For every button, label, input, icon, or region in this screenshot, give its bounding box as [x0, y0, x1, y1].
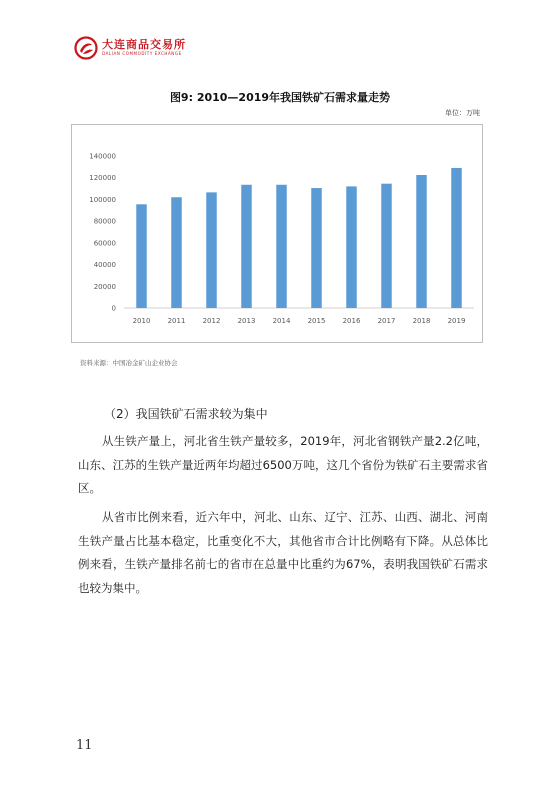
logo-chinese-name: 大连商品交易所 [102, 38, 186, 51]
x-tick-label: 2010 [132, 317, 151, 325]
exchange-logo [74, 36, 186, 60]
x-tick-label: 2013 [237, 317, 256, 325]
bar-2013 [241, 185, 252, 308]
page-number: 11 [76, 738, 93, 753]
x-tick-label: 2016 [342, 317, 361, 325]
bar-2012 [206, 192, 217, 308]
bar-2010 [136, 204, 147, 308]
y-tick-label: 120000 [89, 174, 116, 183]
figure-unit: 单位：万吨 [445, 109, 480, 117]
chart-container [71, 124, 483, 343]
exchange-logo-icon [74, 36, 98, 60]
figure-title: 图9: 2010—2019年我国铁矿石需求量走势 [169, 91, 391, 104]
x-tick-label: 2011 [167, 317, 186, 325]
bar-2015 [311, 188, 322, 308]
y-tick-label: 60000 [93, 239, 116, 248]
x-tick-label: 2014 [272, 317, 291, 325]
x-tick-label: 2012 [202, 317, 221, 325]
paragraph-1: 从生铁产量上，河北省生铁产量较多，2019年，河北省钢铁产量2.2亿吨，山东、江苏的生铁产量近两年均超过6500万吨，这几个省份为铁矿石主要需求省区。 [78, 434, 488, 495]
y-tick-label: 40000 [93, 261, 116, 270]
x-tick-label: 2017 [377, 317, 396, 325]
bar-2014 [276, 185, 287, 308]
y-tick-label: 20000 [93, 282, 116, 291]
x-tick-label: 2015 [307, 317, 326, 325]
bar-2011 [171, 197, 182, 308]
y-tick-label: 140000 [89, 152, 116, 161]
bar-2017 [381, 184, 392, 308]
paragraph-2: 从省市比例来看，近六年中，河北、山东、辽宁、江苏、山西、湖北、河南生铁产量占比基本稳定，比重变化不大，其他省市合计比例略有下降。从总体比例来看，生铁产量排名前七的省市在总量中比重约为67%，表明我国铁矿石需求也较为集中。 [78, 510, 488, 595]
logo-english-name: DALIAN COMMODITY EXCHANGE [102, 51, 182, 56]
bar-chart [72, 125, 482, 342]
y-tick-label: 0 [111, 304, 116, 313]
figure-source: 资料来源：中国冶金矿山企业协会 [80, 359, 178, 367]
section-heading: （2）我国铁矿石需求较为集中 [104, 407, 268, 421]
x-tick-label: 2019 [447, 317, 466, 325]
y-tick-label: 100000 [89, 195, 116, 204]
bar-2016 [346, 186, 357, 308]
y-tick-label: 80000 [93, 217, 116, 226]
bar-2019 [451, 168, 462, 308]
bar-2018 [416, 175, 427, 308]
x-tick-label: 2018 [412, 317, 431, 325]
